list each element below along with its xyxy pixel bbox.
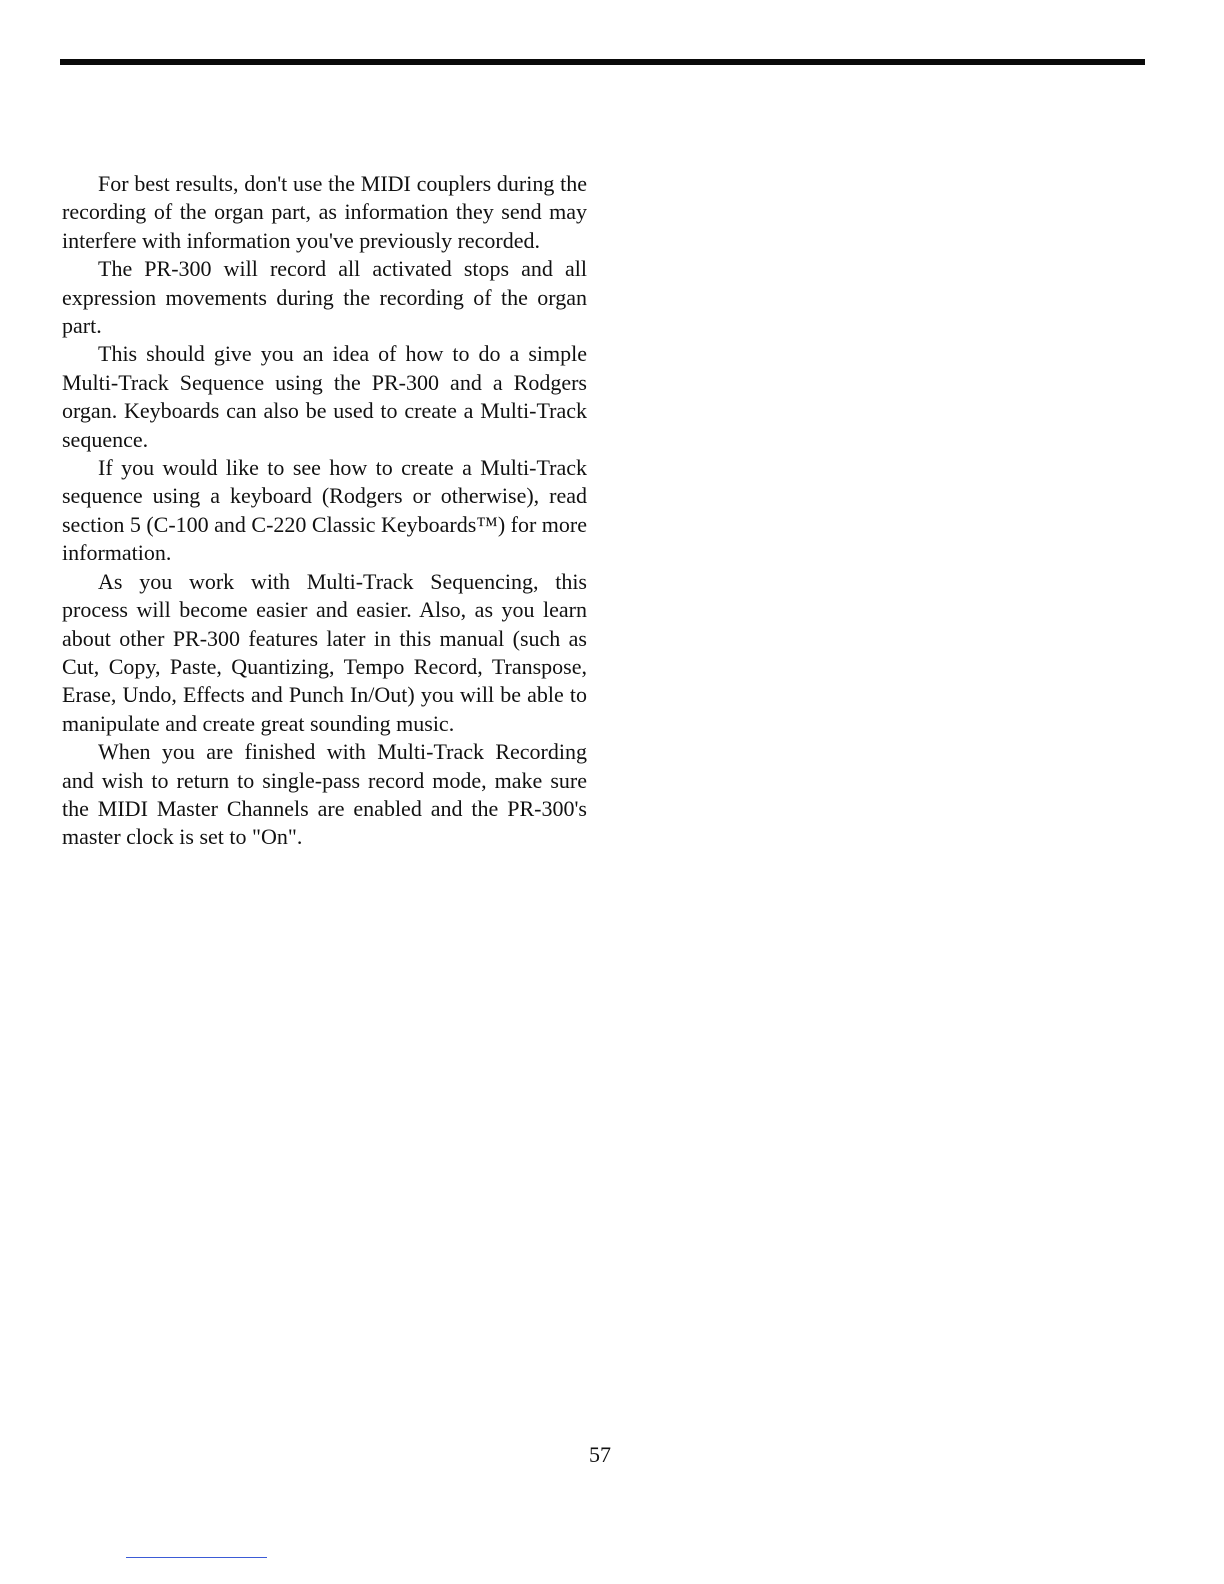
bottom-scan-mark xyxy=(126,1557,267,1558)
body-text xyxy=(62,170,587,852)
paragraph-return-single-pass: When you are finished with Multi-Track Recording and wish to return to single-pass record mode, make sure the MIDI Master Channels are enabled and the PR-300's master clock is set to "On". xyxy=(62,739,587,850)
paragraph-simple-sequence: This should give you an idea of how to do a simple Multi-Track Sequence using the PR-300 and a Rodgers organ. Keyboards can also be used to create a Multi-Track sequence. xyxy=(62,341,587,452)
paragraph-midi-couplers: For best results, don't use the MIDI couplers during the recording of the organ part, as information they send may interfere with information you've previously recorded. xyxy=(62,171,587,253)
paragraph-keyboard-sequence: If you would like to see how to create a Multi-Track sequence using a keyboard (Rodgers or otherwise), read section 5 (C-100 and C-220 Classic Keyboards™) for more information. xyxy=(62,455,588,566)
paragraph-record-stops: The PR-300 will record all activated stops and all expression movements during the recording of the organ part. xyxy=(62,256,587,339)
page-number: 57 xyxy=(589,1442,611,1467)
paragraph-features: As you work with Multi-Track Sequencing, this process will become easier and easier. Also, as you learn about other PR-300 features later in this manual (such as Cut, Copy, Paste, Quantizing, Tempo Record, Transpose, Erase, Undo, Effects and Punch In/Out) you will be able to manipulate and create great sounding music. xyxy=(62,568,587,736)
header-rule xyxy=(60,59,1145,65)
